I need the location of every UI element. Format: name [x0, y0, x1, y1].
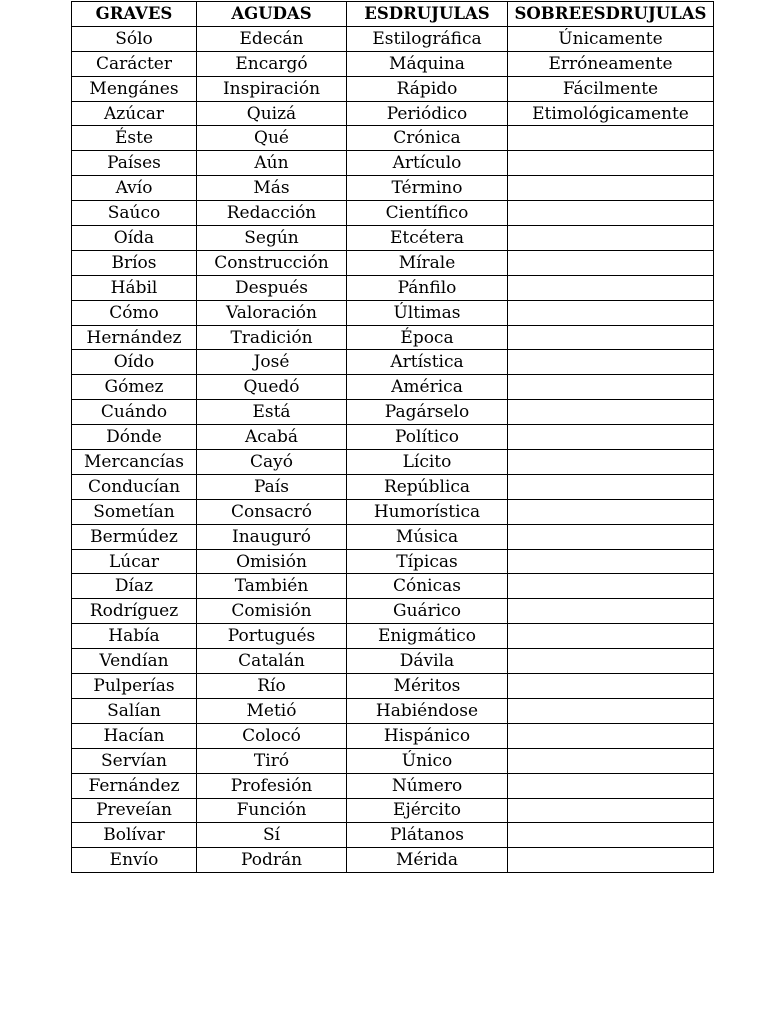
table-body: [72, 26, 714, 872]
table-row: [72, 275, 714, 300]
cell-esdrujulas: Único: [347, 748, 508, 773]
cell-agudas: Tradición: [197, 325, 347, 350]
table-row: [72, 649, 714, 674]
cell-sobreesdrujulas: [508, 649, 714, 674]
cell-sobreesdrujulas: [508, 450, 714, 475]
cell-esdrujulas: Plátanos: [347, 823, 508, 848]
cell-agudas: Quedó: [197, 375, 347, 400]
table-row: [72, 723, 714, 748]
cell-graves: Díaz: [72, 574, 197, 599]
cell-graves: Gómez: [72, 375, 197, 400]
table-row: [72, 226, 714, 251]
table-row: [72, 76, 714, 101]
cell-agudas: Está: [197, 400, 347, 425]
cell-esdrujulas: Número: [347, 773, 508, 798]
cell-sobreesdrujulas: [508, 698, 714, 723]
cell-esdrujulas: Artística: [347, 350, 508, 375]
cell-agudas: Valoración: [197, 300, 347, 325]
cell-agudas: Redacción: [197, 201, 347, 226]
table-row: [72, 126, 714, 151]
cell-esdrujulas: América: [347, 375, 508, 400]
cell-graves: Conducían: [72, 474, 197, 499]
cell-graves: Bríos: [72, 250, 197, 275]
table-row: [72, 524, 714, 549]
cell-sobreesdrujulas: [508, 723, 714, 748]
cell-graves: Pulperías: [72, 674, 197, 699]
cell-graves: Dónde: [72, 425, 197, 450]
cell-agudas: Podrán: [197, 848, 347, 873]
table-row: [72, 51, 714, 76]
cell-esdrujulas: Guárico: [347, 599, 508, 624]
cell-agudas: Edecán: [197, 26, 347, 51]
table-row: [72, 26, 714, 51]
cell-esdrujulas: Dávila: [347, 649, 508, 674]
cell-sobreesdrujulas: [508, 674, 714, 699]
cell-esdrujulas: Término: [347, 176, 508, 201]
cell-sobreesdrujulas: [508, 325, 714, 350]
cell-esdrujulas: Artículo: [347, 151, 508, 176]
cell-agudas: Metió: [197, 698, 347, 723]
table-row: [72, 823, 714, 848]
cell-sobreesdrujulas: [508, 848, 714, 873]
cell-esdrujulas: Rápido: [347, 76, 508, 101]
cell-graves: Salían: [72, 698, 197, 723]
cell-agudas: Qué: [197, 126, 347, 151]
table-row: [72, 250, 714, 275]
cell-sobreesdrujulas: [508, 574, 714, 599]
cell-agudas: Sí: [197, 823, 347, 848]
table-row: [72, 201, 714, 226]
table-row: [72, 474, 714, 499]
cell-agudas: Colocó: [197, 723, 347, 748]
table-row: [72, 599, 714, 624]
table-row: [72, 748, 714, 773]
cell-esdrujulas: Científico: [347, 201, 508, 226]
cell-esdrujulas: Cónicas: [347, 574, 508, 599]
cell-graves: Oído: [72, 350, 197, 375]
cell-agudas: Función: [197, 798, 347, 823]
cell-graves: Hacían: [72, 723, 197, 748]
cell-agudas: Profesión: [197, 773, 347, 798]
cell-graves: Saúco: [72, 201, 197, 226]
header-row: [72, 2, 714, 27]
table-row: [72, 698, 714, 723]
cell-agudas: Acabá: [197, 425, 347, 450]
cell-graves: Sometían: [72, 499, 197, 524]
cell-esdrujulas: Mírale: [347, 250, 508, 275]
cell-esdrujulas: Pagárselo: [347, 400, 508, 425]
cell-sobreesdrujulas: [508, 425, 714, 450]
cell-sobreesdrujulas: [508, 126, 714, 151]
table-row: [72, 325, 714, 350]
table-row: [72, 450, 714, 475]
cell-esdrujulas: Lícito: [347, 450, 508, 475]
cell-graves: Avío: [72, 176, 197, 201]
cell-graves: Mercancías: [72, 450, 197, 475]
cell-graves: Rodríguez: [72, 599, 197, 624]
cell-agudas: Después: [197, 275, 347, 300]
cell-esdrujulas: Etcétera: [347, 226, 508, 251]
cell-agudas: Construcción: [197, 250, 347, 275]
cell-sobreesdrujulas: [508, 773, 714, 798]
cell-agudas: Portugués: [197, 624, 347, 649]
cell-agudas: País: [197, 474, 347, 499]
cell-agudas: Tiró: [197, 748, 347, 773]
cell-sobreesdrujulas: [508, 524, 714, 549]
cell-agudas: Consacró: [197, 499, 347, 524]
cell-graves: Hernández: [72, 325, 197, 350]
cell-sobreesdrujulas: [508, 400, 714, 425]
cell-sobreesdrujulas: [508, 250, 714, 275]
cell-sobreesdrujulas: [508, 275, 714, 300]
table-row: [72, 350, 714, 375]
table-row: [72, 101, 714, 126]
cell-sobreesdrujulas: [508, 300, 714, 325]
table-row: [72, 425, 714, 450]
cell-esdrujulas: Hispánico: [347, 723, 508, 748]
cell-agudas: También: [197, 574, 347, 599]
cell-graves: Éste: [72, 126, 197, 151]
cell-graves: Carácter: [72, 51, 197, 76]
cell-sobreesdrujulas: [508, 151, 714, 176]
table-row: [72, 400, 714, 425]
cell-agudas: Río: [197, 674, 347, 699]
cell-esdrujulas: Típicas: [347, 549, 508, 574]
cell-graves: Servían: [72, 748, 197, 773]
cell-esdrujulas: Periódico: [347, 101, 508, 126]
cell-agudas: Omisión: [197, 549, 347, 574]
table-row: [72, 848, 714, 873]
table-row: [72, 151, 714, 176]
cell-sobreesdrujulas: [508, 201, 714, 226]
cell-esdrujulas: Humorística: [347, 499, 508, 524]
cell-graves: Bolívar: [72, 823, 197, 848]
cell-esdrujulas: Época: [347, 325, 508, 350]
cell-sobreesdrujulas: [508, 350, 714, 375]
cell-sobreesdrujulas: [508, 823, 714, 848]
cell-graves: Fernández: [72, 773, 197, 798]
cell-esdrujulas: Mérida: [347, 848, 508, 873]
column-header-esdrujulas: ESDRUJULAS: [347, 2, 508, 27]
cell-sobreesdrujulas: Únicamente: [508, 26, 714, 51]
cell-esdrujulas: Música: [347, 524, 508, 549]
cell-graves: Vendían: [72, 649, 197, 674]
column-header-graves: GRAVES: [72, 2, 197, 27]
cell-agudas: Quizá: [197, 101, 347, 126]
cell-graves: Preveían: [72, 798, 197, 823]
cell-esdrujulas: Méritos: [347, 674, 508, 699]
cell-esdrujulas: Enigmático: [347, 624, 508, 649]
cell-agudas: Catalán: [197, 649, 347, 674]
cell-graves: Envío: [72, 848, 197, 873]
cell-sobreesdrujulas: Fácilmente: [508, 76, 714, 101]
cell-sobreesdrujulas: Etimológicamente: [508, 101, 714, 126]
cell-agudas: Más: [197, 176, 347, 201]
table-row: [72, 674, 714, 699]
cell-sobreesdrujulas: [508, 474, 714, 499]
column-header-sobreesdrujulas: SOBREESDRUJULAS: [508, 2, 714, 27]
cell-esdrujulas: Ejército: [347, 798, 508, 823]
cell-agudas: Encargó: [197, 51, 347, 76]
cell-graves: Sólo: [72, 26, 197, 51]
column-header-agudas: AGUDAS: [197, 2, 347, 27]
cell-graves: Lúcar: [72, 549, 197, 574]
cell-agudas: José: [197, 350, 347, 375]
accent-words-table: [71, 1, 714, 873]
cell-graves: Mengánes: [72, 76, 197, 101]
cell-graves: Cuándo: [72, 400, 197, 425]
cell-sobreesdrujulas: [508, 549, 714, 574]
cell-esdrujulas: Máquina: [347, 51, 508, 76]
cell-esdrujulas: Político: [347, 425, 508, 450]
cell-sobreesdrujulas: [508, 748, 714, 773]
cell-agudas: Inspiración: [197, 76, 347, 101]
cell-graves: Oída: [72, 226, 197, 251]
cell-graves: Hábil: [72, 275, 197, 300]
cell-sobreesdrujulas: [508, 624, 714, 649]
cell-sobreesdrujulas: [508, 176, 714, 201]
table-row: [72, 574, 714, 599]
cell-agudas: Comisión: [197, 599, 347, 624]
cell-sobreesdrujulas: Erróneamente: [508, 51, 714, 76]
cell-sobreesdrujulas: [508, 375, 714, 400]
cell-agudas: Cayó: [197, 450, 347, 475]
cell-esdrujulas: Estilográfica: [347, 26, 508, 51]
cell-agudas: Inauguró: [197, 524, 347, 549]
cell-sobreesdrujulas: [508, 599, 714, 624]
cell-graves: Azúcar: [72, 101, 197, 126]
cell-sobreesdrujulas: [508, 226, 714, 251]
cell-sobreesdrujulas: [508, 798, 714, 823]
table-row: [72, 176, 714, 201]
table-row: [72, 300, 714, 325]
table-row: [72, 549, 714, 574]
table-row: [72, 798, 714, 823]
table-row: [72, 624, 714, 649]
cell-sobreesdrujulas: [508, 499, 714, 524]
table-row: [72, 375, 714, 400]
cell-esdrujulas: Pánfilo: [347, 275, 508, 300]
cell-esdrujulas: Últimas: [347, 300, 508, 325]
cell-graves: Países: [72, 151, 197, 176]
cell-graves: Bermúdez: [72, 524, 197, 549]
table-row: [72, 499, 714, 524]
cell-graves: Había: [72, 624, 197, 649]
cell-agudas: Según: [197, 226, 347, 251]
table-row: [72, 773, 714, 798]
cell-graves: Cómo: [72, 300, 197, 325]
cell-esdrujulas: Habiéndose: [347, 698, 508, 723]
cell-agudas: Aún: [197, 151, 347, 176]
cell-esdrujulas: República: [347, 474, 508, 499]
cell-esdrujulas: Crónica: [347, 126, 508, 151]
